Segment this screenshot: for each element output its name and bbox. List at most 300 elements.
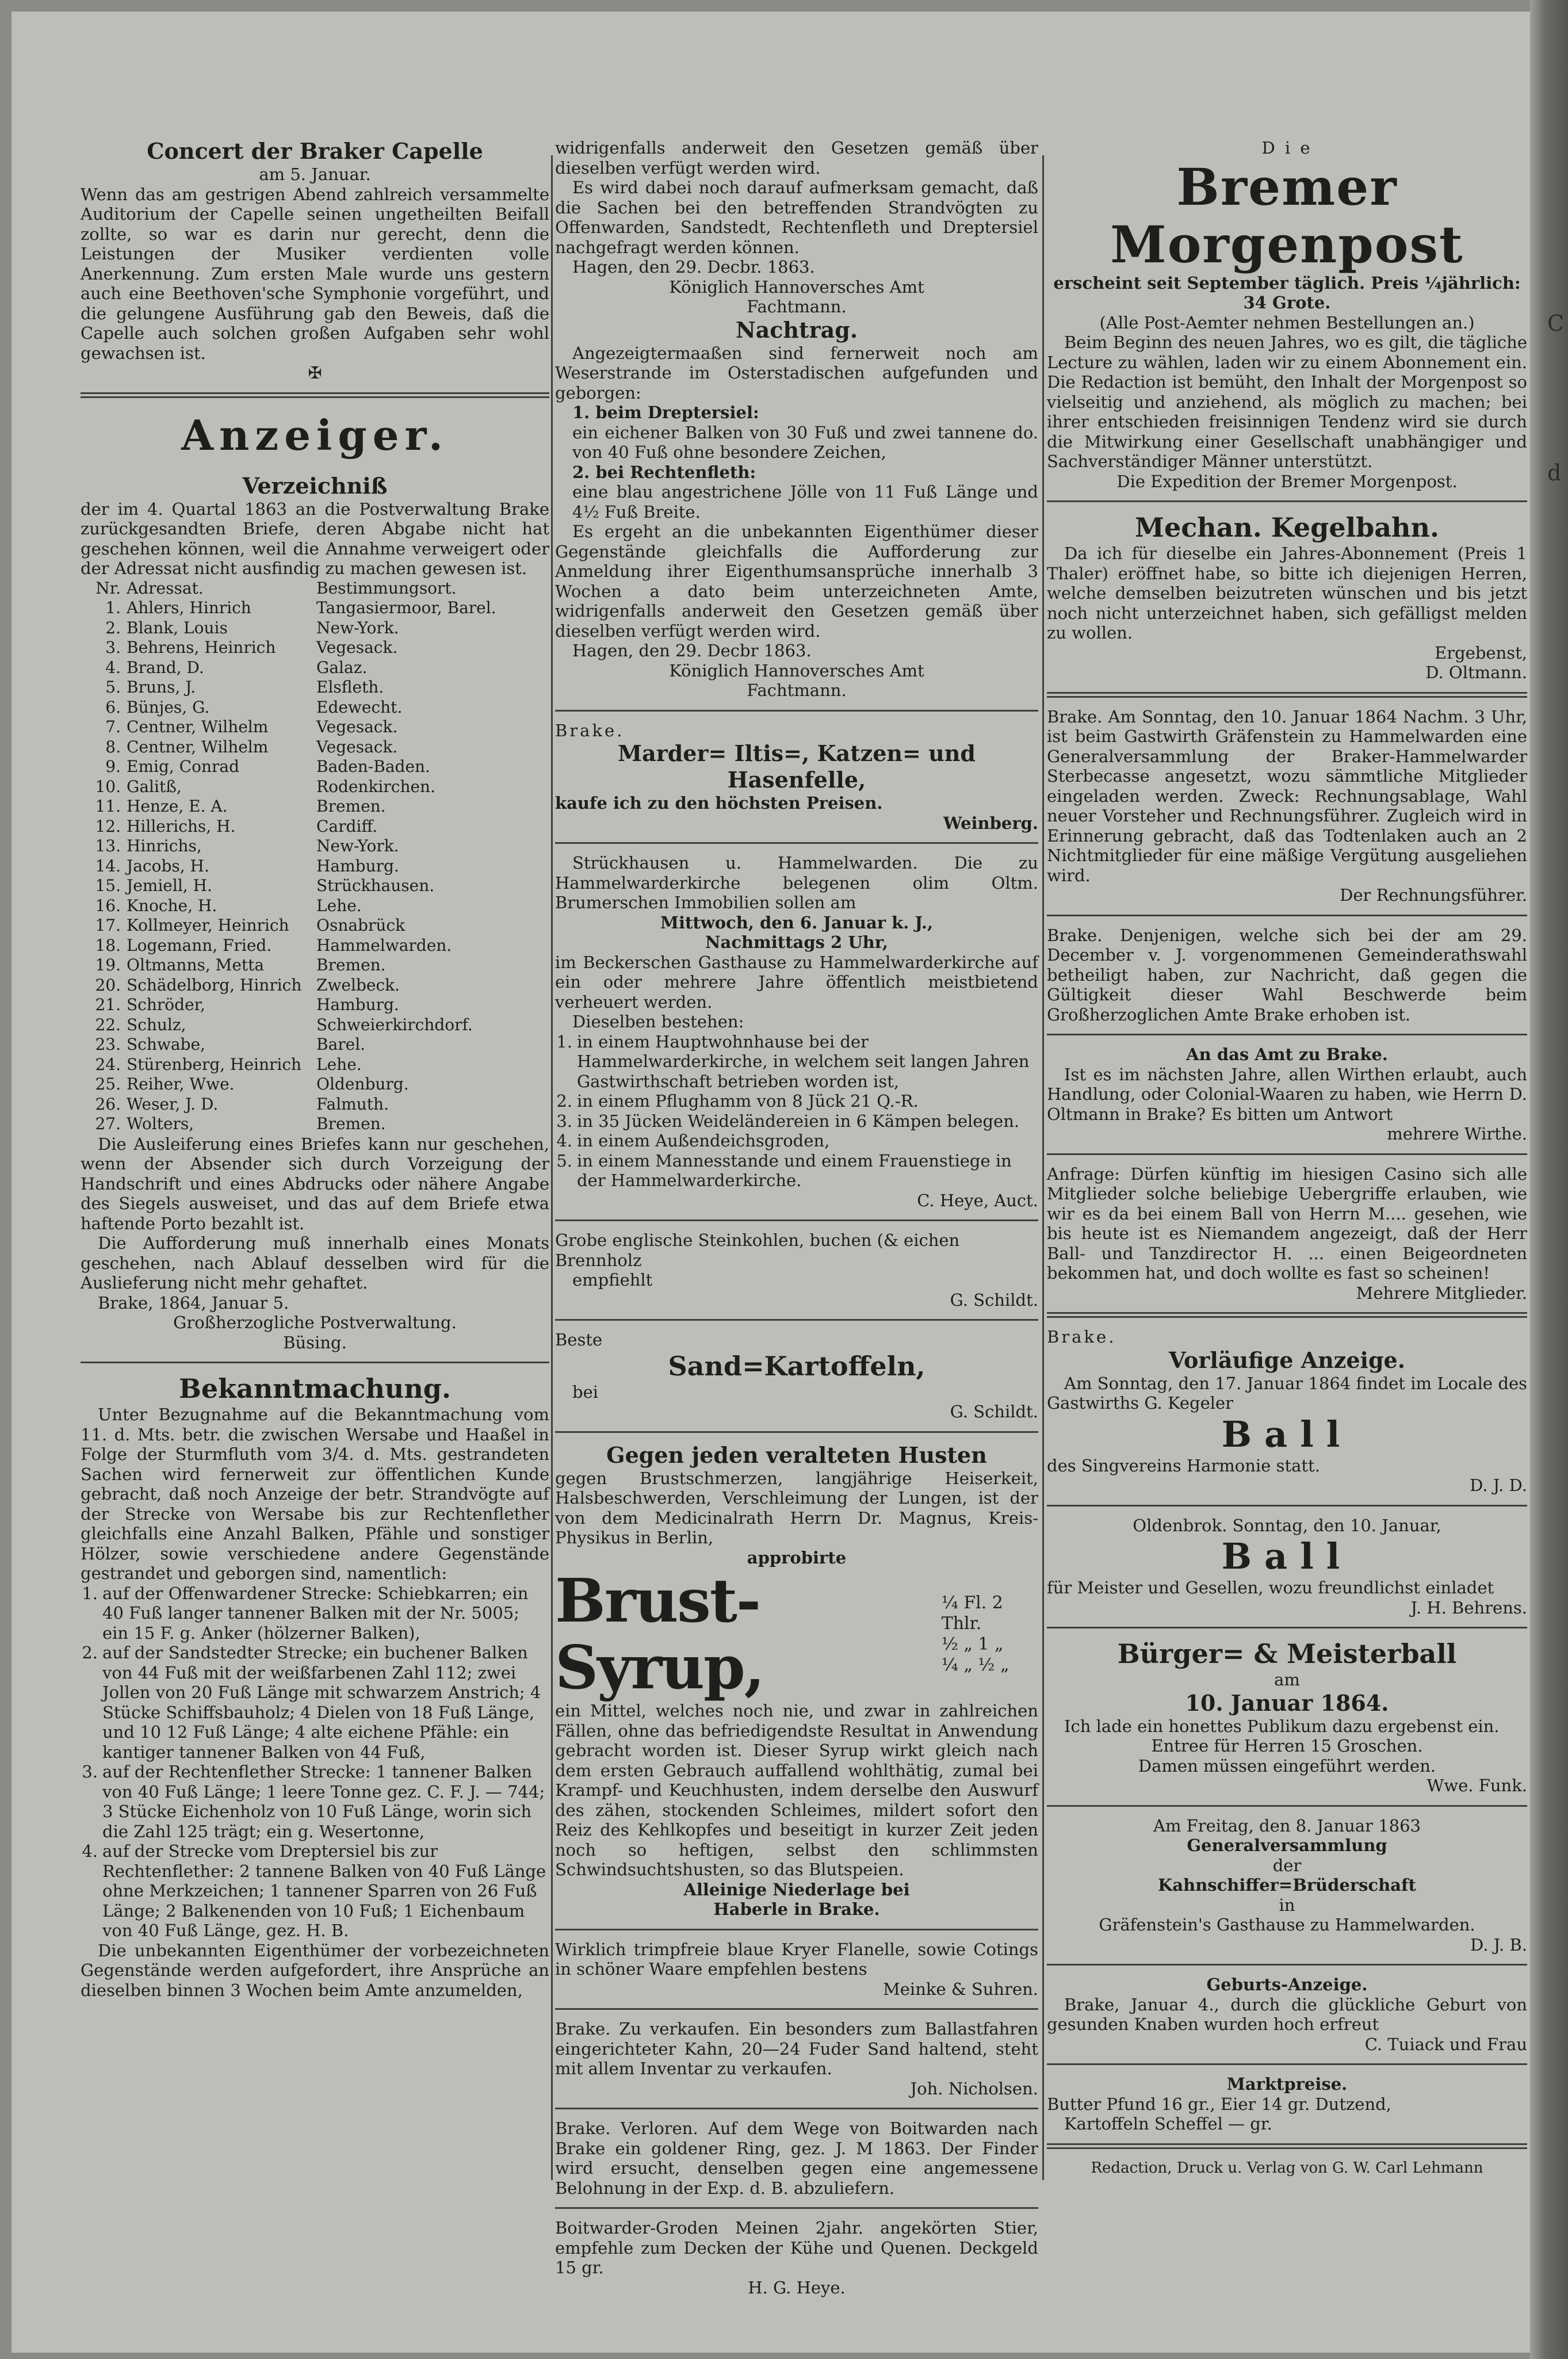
- row-addressee: Jemiell, H.: [127, 876, 212, 895]
- sterbecasse-ad: [1047, 707, 1527, 905]
- letter-row: [81, 896, 549, 916]
- edge-letter: C: [1547, 311, 1565, 336]
- row-addressee: Henze, E. A.: [127, 797, 228, 816]
- nachtrag-signer: Fachtmann.: [747, 680, 847, 700]
- vorlaeufig-place: Brake.: [1047, 1327, 1116, 1347]
- row-number: 1.: [105, 598, 121, 617]
- price-line: ¼ Fl. 2 Thlr.: [941, 1593, 1003, 1634]
- immo-item-text: in 35 Jücken Weideländereien in 6 Kämpen belegen.: [577, 1111, 1020, 1131]
- col-addressee: Adressat.: [127, 578, 204, 598]
- column-1: [81, 138, 549, 2000]
- immobilien-intro: Strückhausen u. Hammelwarden. Die zu Hammelwarderkirche belegenen olim Oltm. Brumerschen Immobilien sollen am: [555, 853, 1038, 912]
- row-destination: Rodenkirchen.: [316, 777, 435, 796]
- vorlaeufig-ball: Ball: [1221, 1413, 1353, 1455]
- impressum: Redaction, Druck u. Verlag von G. W. Carl Lehmann: [1091, 2159, 1483, 2177]
- edge-letter: d: [1547, 460, 1562, 485]
- row-destination: Schweierkirchdorf.: [316, 1015, 473, 1034]
- immobilien-date: Mittwoch, den 6. Januar k. J.,: [660, 912, 934, 932]
- row-destination: Galaz.: [316, 657, 368, 677]
- nachtrag-para: Es ergeht an die unbekannten Eigenthümer dieser Gegenstände gleichfalls die Aufforderung zur Anmeldung ihrer Eigenthumsansprüche innerhalb 3 Wochen a dato beim unterzeichneten Amte, widrigenfalls anderweit den Gesetzen gemäß über dieselben verfügt werden wird.: [555, 522, 1038, 641]
- vorlaeufig-body: Am Sonntag, den 17. Januar 1864 findet im Locale des Gastwirths G. Kegeler: [1047, 1373, 1527, 1413]
- concert-date: am 5. Januar.: [259, 165, 371, 184]
- kegelbahn-greeting: Ergebenst,: [1435, 643, 1527, 663]
- schiffer-title-3: Kahnschiffer=Brüderschaft: [1158, 1875, 1416, 1895]
- bek-item-text: auf der Sandstedter Strecke; ein buchener Balken von 44 Fuß mit der weißfarbenen Zahl 112; zwei Jollen von 20 Fuß Länge mit schwarzem Anstrich; 4 Stücke Schiffsbauholz; 4 Dielen von 18 Fuß Länge, und 10 12 Fuß Länge; 4 alte eichene Pfähle: ein kantiger tannener Balken von 44 Fuß,: [102, 1643, 541, 1762]
- immo-item: [555, 1131, 1038, 1151]
- marder-signer: Weinberg.: [943, 813, 1038, 833]
- immobilien-list-head: Dieselben bestehen:: [572, 1012, 744, 1031]
- row-destination: Falmuth.: [316, 1094, 389, 1114]
- row-addressee: Reiher, Wwe.: [127, 1075, 235, 1094]
- immo-item: [555, 1111, 1038, 1131]
- nachtrag-intro: Angezeigtermaaßen sind fernerweit noch am Weserstrande im Osterstadischen aufgefunden und geborgen:: [555, 343, 1038, 403]
- row-addressee: Emig, Conrad: [127, 757, 239, 776]
- divider: [555, 842, 1038, 844]
- row-number: 14.: [95, 856, 121, 875]
- row-addressee: Stürenberg, Heinrich: [127, 1054, 302, 1074]
- row-number: 18.: [95, 935, 121, 955]
- row-number: 22.: [95, 1015, 121, 1034]
- letter-table-header: [81, 579, 549, 599]
- concert-body: Wenn das am gestrigen Abend zahlreich versammelte Auditorium der Capelle seinen ungetheilten Beifall zollte, so war es darin nur gerecht, denn die Leistungen der Musiker verdienten volle Anerkennung. Zum ersten Male wurde uns gestern auch eine Beethoven'sche Symphonie vorgeführt, und die gelungene Ausführung gab den Beweis, daß die Capelle auch solchen großen Aufgaben sehr wohl gewachsen ist.: [81, 184, 549, 363]
- vorlaeufig-title: Vorläufige Anzeige.: [1169, 1347, 1405, 1373]
- letter-row: [81, 757, 549, 777]
- nachtrag-section-2-text: eine blau angestrichene Jölle von 11 Fuß Länge und 4½ Fuß Breite.: [572, 482, 1038, 522]
- row-number: 3.: [105, 638, 121, 657]
- bek-item-number: 4.: [82, 1841, 98, 1861]
- verzeichniss-signer: Büsing.: [283, 1332, 347, 1352]
- verloren-ad: [555, 2119, 1038, 2198]
- page-edge: [1530, 0, 1568, 2359]
- row-destination: Lehe.: [316, 896, 362, 915]
- bek-item-number: 2.: [82, 1643, 98, 1662]
- row-number: 19.: [95, 955, 121, 974]
- stier-signer: H. G. Heye.: [748, 2277, 846, 2297]
- geburt-signer: C. Tuiack und Frau: [1364, 2034, 1527, 2054]
- bek-item: [81, 1643, 549, 1762]
- row-addressee: Behrens, Heinrich: [127, 638, 276, 657]
- row-number: 24.: [95, 1054, 121, 1074]
- row-destination: Vegesack.: [316, 638, 398, 657]
- letter-row: [81, 737, 549, 758]
- letter-row: [81, 876, 549, 896]
- marder-place: Brake.: [555, 720, 625, 740]
- kegelbahn-ad: [1047, 511, 1527, 683]
- row-addressee: Hinrichs,: [127, 836, 202, 855]
- anfrage-signer: Mehrere Mitglieder.: [1356, 1283, 1527, 1303]
- nachtrag-title: Nachtrag.: [735, 316, 858, 343]
- letter-row: [81, 857, 549, 877]
- concert-title: Concert der Braker Capelle: [147, 138, 483, 164]
- syrup-row: [555, 1567, 1038, 1701]
- row-number: 5.: [105, 678, 121, 697]
- row-destination: Vegesack.: [316, 717, 398, 736]
- flanelle-signer: Meinke & Suhren.: [883, 1979, 1038, 1999]
- divider: [81, 1362, 549, 1363]
- meisterball-body: Ich lade ein honettes Publikum dazu ergebenst ein.: [1064, 1716, 1500, 1736]
- row-addressee: Wolters,: [127, 1114, 194, 1133]
- divider: [1047, 1627, 1527, 1628]
- row-number: 27.: [95, 1114, 121, 1133]
- letter-row: [81, 698, 549, 718]
- row-number: 21.: [95, 995, 121, 1014]
- anfrage-ad: [1047, 1164, 1527, 1303]
- immo-item-text: in einem Mannesstande und einem Frauenstiege in der Hammelwarderkirche.: [577, 1150, 1012, 1190]
- row-addressee: Centner, Wilhelm: [127, 717, 269, 736]
- price-list: [942, 1593, 1038, 1676]
- bekanntmachung-title: Bekanntmachung.: [179, 1373, 451, 1404]
- amt-signer: mehrere Wirthe.: [1387, 1124, 1527, 1144]
- verloren-text: Brake. Verloren. Auf dem Wege von Boitwarden nach Brake ein goldener Ring, gez. J. M 1863. Der Finder wird ersucht, denselben gegen eine angemessene Belohnung in der Exp. d. B. abzuliefern.: [555, 2119, 1038, 2198]
- divider: [555, 2108, 1038, 2109]
- bekanntmachung-continued: [555, 138, 1038, 317]
- meisterball-ad: [1047, 1638, 1527, 1796]
- gemeinde-ad: [1047, 926, 1527, 1025]
- immo-item-text: in einem Pflughamm von 8 Jück 21 Q.-R.: [577, 1091, 919, 1111]
- immo-item: [555, 1032, 1038, 1092]
- nachtrag-section-1-text: ein eichener Balken von 30 Fuß und zwei tannene do. von 40 Fuß ohne besondere Zeichen,: [572, 422, 1038, 462]
- concert-sign: ✠: [308, 363, 322, 383]
- row-destination: Barel.: [316, 1035, 366, 1054]
- letter-row: [81, 817, 549, 837]
- row-addressee: Blank, Louis: [127, 618, 228, 637]
- row-destination: Bremen.: [316, 1114, 386, 1133]
- divider: [555, 2207, 1038, 2209]
- verkaufen-ad: [555, 2019, 1038, 2098]
- letter-row: [81, 777, 549, 797]
- oldenbrok-text: Oldenbrok. Sonntag, den 10. Januar,: [1133, 1515, 1441, 1535]
- husten-body-2: ein Mittel, welches noch nie, und zwar in zahlreichen Fällen, ohne das befriedigendste Resultat in Anwendung gebracht worden ist. Dieser Syrup wirkt gleich nach dem ersten Gebrauch auffallend wohlthätig, zumal bei Krampf- und Keuchhusten, indem derselbe den Auswurf des zähen, stockenden Schleimes, mildert sofort den Reiz des Kehlkopfes und beseitigt in kurzer Zeit jeden noch so heftigen, selbst den schlimmsten Schwindsuchtshusten, so das Blutspeien.: [555, 1701, 1038, 1879]
- row-number: 13.: [95, 836, 121, 855]
- col-destination: Bestimmungsort.: [316, 578, 457, 598]
- row-addressee: Bünjes, G.: [127, 697, 210, 717]
- bek-item-text: auf der Rechtenflether Strecke: 1 tannener Balken von 40 Fuß Länge; 1 leere Tonne gez. C. F. J. — 744; 3 Stücke Eichenholz von 10 Fuß Länge, worin sich die Zahl 125 trägt; ein g. Wesertonne,: [102, 1762, 545, 1841]
- marder-sub: kaufe ich zu den höchsten Preisen.: [555, 793, 883, 813]
- oldenbrok-signer: J. H. Behrens.: [1410, 1597, 1527, 1618]
- divider: [555, 1431, 1038, 1433]
- bekanntmachung-outro: Die unbekannten Eigenthümer der vorbezeichneten Gegenstände werden aufgefordert, ihre Ansprüche an dieselben binnen 3 Wochen beim Amte anzumelden,: [81, 1940, 549, 2000]
- row-destination: Vegesack.: [316, 737, 398, 756]
- product-name: Brust-Syrup,: [555, 1565, 764, 1703]
- divider: [1047, 1505, 1527, 1507]
- letter-row: [81, 678, 549, 698]
- row-destination: Elsfleth.: [316, 678, 384, 697]
- row-addressee: Ahlers, Hinrich: [127, 598, 251, 617]
- letter-row: [81, 598, 549, 618]
- letter-row: [81, 1035, 549, 1055]
- husten-body-1: gegen Brustschmerzen, langjährige Heiserkeit, Halsbeschwerden, Verschleimung der Lungen, ist der von dem Medicinalrath Herrn Dr. Magnus, Kreis-Physikus in Berlin,: [555, 1468, 1038, 1547]
- immo-item-number: 2.: [556, 1091, 572, 1111]
- immo-item-text: in einem Außendeichsgroden,: [577, 1131, 830, 1150]
- column-rule: [551, 155, 553, 2180]
- divider: [1047, 500, 1527, 502]
- amt-ad: [1047, 1045, 1527, 1144]
- stier-text: Boitwarder-Groden Meinen 2jahr. angekörten Stier, empfehle zum Decken der Kühe und Quenen. Deckgeld 15 gr.: [555, 2218, 1038, 2277]
- nachtrag-date: Hagen, den 29. Decbr 1863.: [572, 641, 812, 660]
- row-addressee: Schädelborg, Hinrich: [127, 975, 302, 995]
- meisterball-fee-1: Entree für Herren 15 Groschen.: [1151, 1736, 1423, 1756]
- sterbecasse-signer: Der Rechnungsführer.: [1340, 885, 1527, 905]
- row-number: 6.: [105, 697, 121, 717]
- verzeichniss-authority: Großherzogliche Postverwaltung.: [173, 1313, 457, 1332]
- row-destination: Bremen.: [316, 797, 386, 816]
- markt-ad: [1047, 2074, 1527, 2134]
- schiffer-title-4: in: [1279, 1895, 1295, 1915]
- row-number: 25.: [95, 1075, 121, 1094]
- divider: [555, 1929, 1038, 1930]
- oldenbrok-body: für Meister und Gesellen, wozu freundlichst einladet: [1047, 1578, 1494, 1597]
- oldenbrok-ad: [1047, 1516, 1527, 1618]
- row-destination: New-York.: [316, 618, 399, 637]
- row-addressee: Kollmeyer, Heinrich: [127, 916, 289, 935]
- geburt-title: Geburts-Anzeige.: [1206, 1975, 1368, 1994]
- kartoffeln-signer: G. Schildt.: [950, 1402, 1038, 1421]
- letter-row: [81, 995, 549, 1015]
- masthead-title: Bremer Morgenpost: [1110, 156, 1464, 274]
- bek-authority: Königlich Hannoversches Amt: [669, 277, 924, 297]
- row-addressee: Bruns, J.: [127, 678, 196, 697]
- price-line: ¼ „ ½ „: [941, 1655, 1009, 1675]
- anzeiger-heading: Anzeiger.: [181, 410, 449, 460]
- anfrage-text: Anfrage: Dürfen künftig im hiesigen Casino sich alle Mitglieder solche beliebige Uebergriffe erlauben, wie wir es da bei einem Ball von Herrn M.... gesehen, wie bis heute ist es Niemandem angezeigt, daß der Herr Ball- und Tanzdirector H. ... einen Beigeordneten bekommen hat, und doch wollte es fast so scheinen!: [1047, 1164, 1527, 1283]
- markt-line-1: Butter Pfund 16 gr., Eier 14 gr. Dutzend,: [1047, 2094, 1391, 2114]
- bek-item: [81, 1584, 549, 1643]
- row-addressee: Jacobs, H.: [127, 856, 209, 875]
- price-line: ½ „ 1 „: [941, 1634, 1004, 1654]
- meisterball-title: Bürger= & Meisterball: [1117, 1638, 1457, 1669]
- letter-row: [81, 618, 549, 639]
- immobilien-body: im Beckerschen Gasthause zu Hammelwarderkirche auf ein oder mehrere Jahre öffentlich meistbietend verheuert werden.: [555, 952, 1038, 1012]
- letter-row: [81, 638, 549, 658]
- schiffer-place: Gräfenstein's Gasthause zu Hammelwarden.: [1099, 1915, 1475, 1934]
- col-nr: Nr.: [95, 578, 121, 598]
- immo-item-number: 1.: [556, 1031, 572, 1052]
- letter-row: [81, 797, 549, 817]
- row-number: 8.: [105, 737, 121, 756]
- bek-item-text: auf der Strecke vom Dreptersiel bis zur Rechtenflether: 2 tannene Balken von 40 Fuß Länge ohne Merkzeichen; 1 tannener Sparren von 26 Fuß Länge; 2 Balkenenden von 10 Fuß; 1 Eichenbaum von 40 Fuß Länge, gez. H. B.: [102, 1841, 546, 1940]
- verkaufen-signer: Joh. Nicholsen.: [910, 2078, 1038, 2098]
- row-addressee: Knoche, H.: [127, 896, 217, 915]
- row-destination: Edewecht.: [316, 697, 403, 717]
- bek-signer: Fachtmann.: [747, 297, 847, 316]
- row-number: 9.: [105, 757, 121, 776]
- row-destination: New-York.: [316, 836, 399, 855]
- row-number: 23.: [95, 1035, 121, 1054]
- row-destination: Bremen.: [316, 955, 386, 974]
- row-number: 4.: [105, 657, 121, 677]
- immobilien-list: [555, 1032, 1038, 1191]
- row-number: 10.: [95, 777, 121, 796]
- kegelbahn-signer: D. Oltmann.: [1425, 663, 1527, 682]
- gemeinde-text: Brake. Denjenigen, welche sich bei der am 29. December v. J. vorgenommenen Gemeinderathswahl betheiligt haben, zur Nachricht, daß gegen die Gültigkeit dieser Wahl Beschwerde beim Großherzoglichen Amte Brake erhoben ist.: [1047, 925, 1527, 1024]
- divider: [81, 392, 549, 398]
- husten-depot-name: Haberle in Brake.: [713, 1899, 880, 1919]
- meisterball-signer: Wwe. Funk.: [1427, 1776, 1527, 1795]
- divider: [555, 710, 1038, 712]
- row-number: 2.: [105, 618, 121, 637]
- letter-row: [81, 1055, 549, 1075]
- row-destination: Cardiff.: [316, 816, 378, 836]
- immo-item-number: 4.: [556, 1131, 572, 1150]
- kohlen-signer: G. Schildt.: [950, 1290, 1038, 1310]
- column-2: [555, 138, 1038, 2297]
- oldenbrok-ball: Ball: [1221, 1535, 1353, 1577]
- meisterball-am: am: [1274, 1670, 1300, 1689]
- verzeichniss-intro: der im 4. Quartal 1863 an die Postverwaltung Brake zurückgesandten Briefe, deren Abgabe nicht hat geschehen können, weil die Annahme verweigert oder der Adressat nicht ausfindig zu machen gewesen ist.: [81, 499, 549, 578]
- row-addressee: Oltmanns, Metta: [127, 955, 265, 974]
- immo-item-text: in einem Hauptwohnhause bei der Hammelwarderkirche, in welchem seit langen Jahren Gastwirthschaft betrieben worden ist,: [577, 1031, 1030, 1091]
- masthead-signer: Die Expedition der Bremer Morgenpost.: [1116, 471, 1458, 491]
- divider: [555, 2008, 1038, 2010]
- letter-row: [81, 1075, 549, 1095]
- row-destination: Hamburg.: [316, 995, 399, 1014]
- divider: [1047, 1805, 1527, 1807]
- meisterball-fee-2: Damen müssen eingeführt werden.: [1138, 1756, 1436, 1776]
- row-destination: Osnabrück: [316, 916, 406, 935]
- row-addressee: Schulz,: [127, 1015, 186, 1034]
- stier-ad: [555, 2218, 1038, 2297]
- row-destination: Hamburg.: [316, 856, 399, 875]
- schiffer-signer: D. J. B.: [1470, 1934, 1527, 1955]
- amt-title: An das Amt zu Brake.: [1186, 1045, 1388, 1064]
- immo-item-number: 5.: [556, 1150, 572, 1171]
- row-addressee: Schröder,: [127, 995, 205, 1014]
- masthead-body: Beim Beginn des neuen Jahres, wo es gilt, die tägliche Lecture zu wählen, laden wir zu einem Abonnement ein. Die Redaction ist bemüht, den Inhalt der Morgenpost so vielseitig und anziehend, als möglich zu machen; bei ihrer entschieden freisinnigen Tendenz wird sie durch die Mitwirkung einer Gesellschaft unabhängiger und Sachverständiger Männer unterstützt.: [1047, 332, 1527, 471]
- nachtrag-section-2: 2. bei Rechtenfleth:: [572, 462, 756, 482]
- morgenpost-ad: [1047, 138, 1527, 491]
- husten-depot: Alleinige Niederlage bei: [683, 1879, 910, 1899]
- vorlaeufig-signer: D. J. D.: [1470, 1475, 1527, 1495]
- immobilien-ad: [555, 853, 1038, 1210]
- bek-item: [81, 1841, 549, 1941]
- column-rule: [1042, 155, 1044, 2180]
- immo-item: [555, 1151, 1038, 1191]
- divider: [1047, 2063, 1527, 2065]
- bekanntmachung-list: [81, 1584, 549, 1941]
- kohlen-line-1: Grobe englische Steinkohlen, buchen (& eichen: [555, 1230, 960, 1250]
- row-destination: Hammelwarden.: [316, 935, 452, 955]
- column-3: [1047, 138, 1527, 2178]
- row-destination: Strückhausen.: [316, 876, 435, 895]
- geburt-ad: [1047, 1975, 1527, 2054]
- nachtrag-section-1: 1. beim Dreptersiel:: [572, 403, 759, 422]
- row-addressee: Schwabe,: [127, 1035, 205, 1054]
- row-number: 12.: [95, 816, 121, 836]
- letter-row: [81, 1015, 549, 1035]
- flanelle-ad: [555, 1940, 1038, 1999]
- nachtrag-notice: [555, 317, 1038, 701]
- row-destination: Tangasiermoor, Barel.: [316, 598, 496, 617]
- schiffer-title-2: der: [1272, 1855, 1302, 1875]
- kartoffeln-pre: Beste: [555, 1330, 603, 1349]
- row-addressee: Logemann, Fried.: [127, 935, 272, 955]
- verzeichniss-place-date: Brake, 1864, Januar 5.: [98, 1293, 289, 1313]
- verzeichniss-note-2: Die Aufforderung muß innerhalb eines Monats geschehen, nach Ablauf desselben wird für die Auslieferung nicht mehr gehaftet.: [81, 1233, 549, 1293]
- kohlen-ad: [555, 1230, 1038, 1310]
- vorlaeufig-body-2: des Singvereins Harmonie statt.: [1047, 1455, 1320, 1475]
- row-number: 15.: [95, 876, 121, 895]
- flanelle-text: Wirklich trimpfreie blaue Kryer Flanelle, sowie Cotings in schöner Waare empfehlen bestens: [555, 1939, 1038, 1979]
- markt-title: Marktpreise.: [1226, 2074, 1348, 2094]
- verzeichniss-notice: [81, 473, 549, 1353]
- husten-approbirte: approbirte: [747, 1547, 847, 1567]
- marder-title: Marder= Iltis=, Katzen= und Hasenfelle,: [618, 740, 976, 793]
- row-number: 20.: [95, 975, 121, 995]
- kartoffeln-title: Sand=Kartoffeln,: [668, 1350, 925, 1382]
- letter-row: [81, 1095, 549, 1115]
- masthead-line-2: (Alle Post-Aemter nehmen Bestellungen an.): [1099, 312, 1475, 332]
- verzeichniss-note-1: Die Ausleiferung eines Briefes kann nur geschehen, wenn der Absender sich durch Vorzeigung der Handschrift und eines Abdrucks oder nähere Angabe des Siegels ausweiset, und das auf dem Briefe etwa haftende Porto bezahlt ist.: [81, 1134, 549, 1233]
- row-destination: Oldenburg.: [316, 1075, 409, 1094]
- concert-notice: [81, 138, 549, 383]
- geburt-body: Brake, Januar 4., durch die glückliche Geburt von gesunden Knaben wurden hoch erfreut: [1047, 1994, 1527, 2034]
- row-addressee: Brand, D.: [127, 657, 204, 677]
- divider: [1047, 692, 1527, 698]
- letter-row: [81, 1114, 549, 1134]
- masthead-line-1: erscheint seit September täglich. Preis ¼jährlich: 34 Grote.: [1053, 273, 1521, 312]
- kartoffeln-post: bei: [572, 1382, 599, 1402]
- divider: [1047, 2143, 1527, 2149]
- row-number: 17.: [95, 916, 121, 935]
- kohlen-line-3: empfiehlt: [572, 1270, 653, 1290]
- masthead-die: D i e: [1261, 138, 1313, 158]
- divider: [1047, 1034, 1527, 1035]
- row-destination: Zwelbeck.: [316, 975, 400, 995]
- row-addressee: Galitß,: [127, 777, 182, 796]
- letter-row: [81, 658, 549, 678]
- bek-cont: widrigenfalls anderweit den Gesetzen gemäß über dieselben verfügt werden wird.: [555, 138, 1038, 178]
- bek-item: [81, 1762, 549, 1841]
- kegelbahn-title: Mechan. Kegelbahn.: [1135, 512, 1439, 543]
- verkaufen-text: Brake. Zu verkaufen. Ein besonders zum Ballastfahren eingerichteter Kahn, 20—24 Fuder Sand haltend, steht mit allem Inventar zu verkaufen.: [555, 2019, 1038, 2078]
- row-addressee: Hillerichs, H.: [127, 816, 236, 836]
- kartoffeln-ad: [555, 1330, 1038, 1422]
- row-number: 26.: [95, 1094, 121, 1114]
- brust-syrup-ad: [555, 1442, 1038, 1920]
- husten-title: Gegen jeden veralteten Husten: [606, 1442, 987, 1468]
- divider: [555, 1219, 1038, 1221]
- bek-item-number: 1.: [82, 1583, 98, 1603]
- schiffer-date: Am Freitag, den 8. Januar 1863: [1153, 1815, 1421, 1836]
- bek-item-text: auf der Offenwardener Strecke: Schiebkarren; ein 40 Fuß langer tannener Balken mit der Nr. 5005; ein 15 F. g. Anker (hölzerner Balken),: [102, 1583, 529, 1643]
- divider: [1047, 1964, 1527, 1966]
- sterbecasse-text: Brake. Am Sonntag, den 10. Januar 1864 Nachm. 3 Uhr, ist beim Gastwirth Gräfenstein zu Hammelwarden eine Generalversammlung der Braker-Hammelwarder Sterbecasse angesetzt, wozu sämmtliche Mitglieder eingeladen werden. Zweck: Rechnungsablage, Wahl neuer Vorsteher und Rechnungsführer. Zugleich wird in Erinnerung gebracht, daß das Todtenlaken auch an 2 Nichtmitglieder für eine mäßige Vergütung ausgeliehen wird.: [1047, 706, 1527, 885]
- bekanntmachung-notice: [81, 1372, 549, 2000]
- letter-row: [81, 936, 549, 956]
- divider: [1047, 1153, 1527, 1155]
- vorlaeufig-ad: [1047, 1327, 1527, 1496]
- kohlen-line-2: Brennholz: [555, 1250, 642, 1270]
- meisterball-date: 10. Januar 1864.: [1185, 1689, 1389, 1716]
- immo-item-number: 3.: [556, 1111, 572, 1131]
- letter-row: [81, 916, 549, 936]
- schiffer-ad: [1047, 1816, 1527, 1955]
- schiffer-title-1: Generalversammlung: [1187, 1836, 1387, 1855]
- nachtrag-authority: Königlich Hannoversches Amt: [669, 660, 924, 680]
- letter-table: [81, 579, 549, 1134]
- letter-row: [81, 976, 549, 996]
- letter-row: [81, 836, 549, 857]
- verzeichniss-title: Verzeichniß: [242, 472, 388, 499]
- immobilien-signer: C. Heye, Auct.: [917, 1190, 1038, 1210]
- row-number: 16.: [95, 896, 121, 915]
- bek-cont-para: Es wird dabei noch darauf aufmerksam gemacht, daß die Sachen bei den betreffenden Strandvögten zu Offenwarden, Sandstedt, Rechtenfleth und Dreptersiel nachgefragt werden können.: [555, 178, 1038, 257]
- amt-body: Ist es im nächsten Jahre, allen Wirthen erlaubt, auch Handlung, oder Colonial-Waaren zu haben, wie Herrn D. Oltmann in Brake? Es bitten um Antwort: [1047, 1064, 1527, 1124]
- immobilien-time: Nachmittags 2 Uhr,: [705, 932, 888, 952]
- bek-date: Hagen, den 29. Decbr. 1863.: [572, 257, 815, 277]
- bekanntmachung-intro: Unter Bezugnahme auf die Bekanntmachung vom 11. d. Mts. betr. die zwischen Wersabe und Haaßel in Folge der Sturmfluth vom 3/4. d. Mts. gestrandeten Sachen wird fernerweit zur öffentlichen Kunde gebracht, daß noch Anzeige der betr. Strandvögte auf der Strecke von Wersabe bis zur Rechtenflether gleichfalls eine Anzahl Balken, Pfähle und sonstiger Hölzer, sowie verschiedene andere Gegenstände gestrandet und geborgen sind, namentlich:: [81, 1405, 549, 1583]
- row-destination: Lehe.: [316, 1054, 362, 1074]
